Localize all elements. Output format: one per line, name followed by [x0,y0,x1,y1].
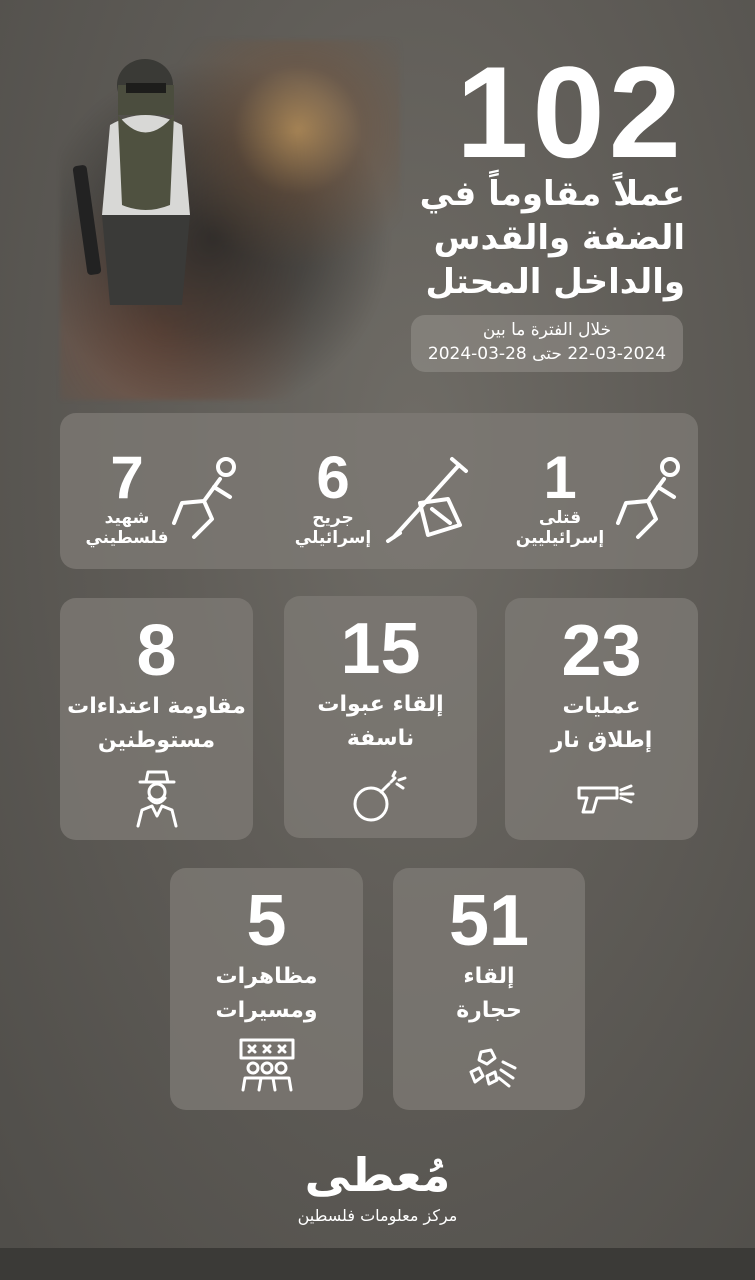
stat-value: 6 [316,444,350,511]
stat-label-2: إطلاق نار [550,728,653,753]
footer-tagline: مركز معلومات فلسطين [297,1206,458,1225]
fallen-person-icon [164,453,244,543]
stat-label-2: مستوطنين [97,728,216,753]
injured-person-icon [608,453,688,543]
stat-injured [278,444,388,548]
stat-label-1: إلقاء [463,964,515,989]
period-range: 22-03-2024 حتى 28-03-2024 [427,344,667,364]
protests-card [170,868,363,1110]
bottom-bar [0,1248,755,1280]
stat-label-1: قتلى [538,508,582,528]
stat-value: 1 [543,444,577,511]
stones-card [393,868,585,1110]
stat-label-2: إسرائيليين [515,528,605,548]
stat-label-1: إلقاء عبوات [317,692,444,717]
stat-stones [393,882,585,1028]
stat-value: 7 [110,444,144,511]
settler-icon [132,768,182,828]
stat-label-1: شهيد [104,508,150,528]
stat-label-2: إسرائيلي [294,528,372,548]
settlers-card [60,598,253,840]
maati-logo: مُعطى [304,1148,451,1202]
footer [0,1148,755,1225]
crutch-leg-icon [380,453,470,548]
stat-value: 5 [246,881,287,961]
headline-line-1: عملاً مقاوماً في [419,174,685,214]
explosives-card [284,596,477,838]
stat-settlers [60,612,253,758]
masked-fighter-image [70,55,220,315]
stat-value: 15 [340,609,421,689]
gun-icon [573,778,635,818]
protest-icon [237,1036,297,1094]
headline-number: 102 [456,39,685,185]
stat-label-2: فلسطيني [85,528,169,548]
stat-value: 8 [136,611,177,691]
stat-value: 51 [448,881,530,961]
headline-line-2: الضفة والقدس [433,218,685,258]
stones-icon [463,1046,519,1090]
shooting-card [505,598,698,840]
stat-label-1: عمليات [562,694,641,719]
period-box [411,315,683,372]
stat-value: 23 [561,611,642,691]
headline-line-3: والداخل المحتل [425,262,685,302]
stat-label-2: ناسفة [346,726,415,751]
period-label: خلال الفترة ما بين [482,320,612,340]
stat-label-1: مقاومة اعتداءات [67,694,246,719]
stat-label-2: ومسيرات [215,998,318,1023]
bomb-icon [349,770,413,826]
stat-label-2: حجارة [456,998,522,1023]
headline [419,39,685,304]
stat-label-1: جريح [312,508,354,528]
casualties-card [60,413,698,569]
stat-explosives [284,610,477,756]
stat-shooting [505,612,698,758]
stat-killed [500,444,620,548]
stat-label-1: مظاهرات [215,964,318,989]
stat-protests [170,882,363,1028]
